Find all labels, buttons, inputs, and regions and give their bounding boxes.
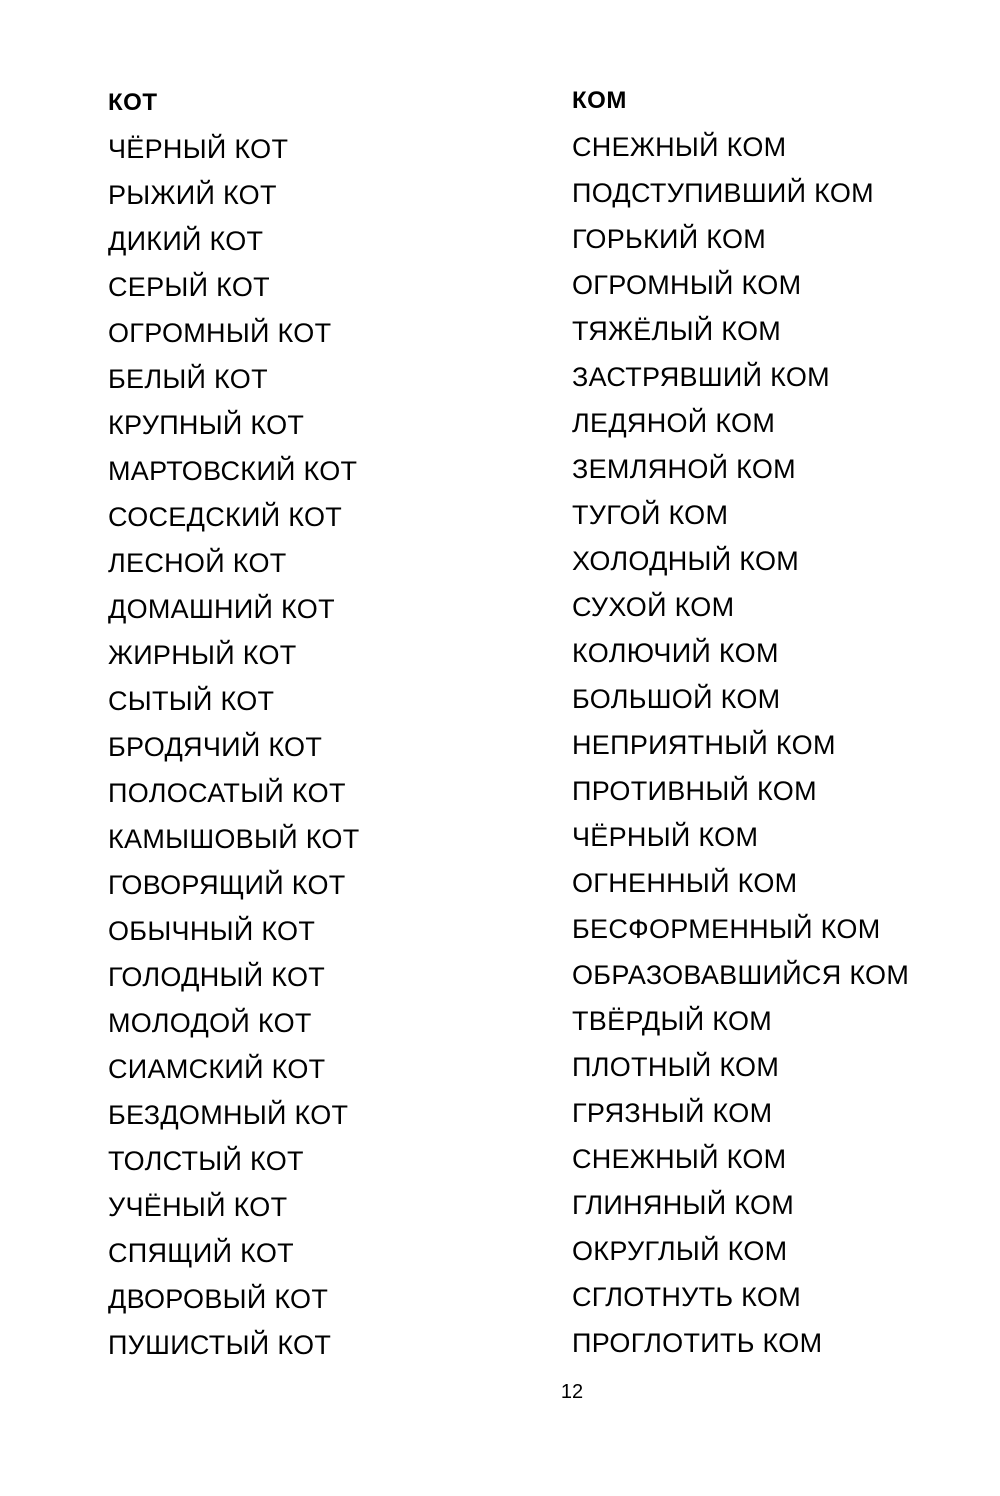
list-item: ПОЛОСАТЫЙ КОТ [108,778,346,808]
list-item: ПУШИСТЫЙ КОТ [108,1330,332,1360]
right-column-list [572,124,909,1366]
list-item: ОГРОМНЫЙ КОМ [572,270,802,300]
list-item: КРУПНЫЙ КОТ [108,410,305,440]
list-item: ЖИРНЫЙ КОТ [108,640,297,670]
list-item: БЕЛЫЙ КОТ [108,364,268,394]
list-item: ПРОГЛОТИТЬ КОМ [572,1328,823,1358]
right-column-heading: КОМ [572,87,627,114]
list-item: ДОМАШНИЙ КОТ [108,594,335,624]
list-item: ХОЛОДНЫЙ КОМ [572,546,800,576]
list-item: ЛЕСНОЙ КОТ [108,548,287,578]
list-item: БЕЗДОМНЫЙ КОТ [108,1100,349,1130]
list-item: ТОЛСТЫЙ КОТ [108,1146,304,1176]
list-item: СЫТЫЙ КОТ [108,686,275,716]
list-item: ЧЁРНЫЙ КОМ [572,822,759,852]
left-column [108,80,360,1368]
list-item: ОБЫЧНЫЙ КОТ [108,916,316,946]
list-item: БЕСФОРМЕННЫЙ КОМ [572,914,881,944]
list-item: ОГНЕННЫЙ КОМ [572,868,798,898]
list-item: БОЛЬШОЙ КОМ [572,684,781,714]
list-item: ТУГОЙ КОМ [572,500,729,530]
list-item: ПЛОТНЫЙ КОМ [572,1052,780,1082]
list-item: ЧЁРНЫЙ КОТ [108,134,289,164]
list-item: ЗЕМЛЯНОЙ КОМ [572,454,796,484]
list-item: ТЯЖЁЛЫЙ КОМ [572,316,782,346]
list-item: ГРЯЗНЫЙ КОМ [572,1098,773,1128]
list-item: ЛЕДЯНОЙ КОМ [572,408,776,438]
list-item: КАМЫШОВЫЙ КОТ [108,824,360,854]
list-item: ГОВОРЯЩИЙ КОТ [108,870,346,900]
list-item: СНЕЖНЫЙ КОМ [572,1144,787,1174]
list-item: МОЛОДОЙ КОТ [108,1008,312,1038]
list-item: ПОДСТУПИВШИЙ КОМ [572,178,874,208]
list-item: НЕПРИЯТНЫЙ КОМ [572,730,836,760]
list-item: ОКРУГЛЫЙ КОМ [572,1236,788,1266]
list-item: КОЛЮЧИЙ КОМ [572,638,779,668]
page-number: 12 [560,1381,584,1403]
list-item: РЫЖИЙ КОТ [108,180,277,210]
right-column [572,78,909,1366]
list-item: УЧЁНЫЙ КОТ [108,1192,288,1222]
list-item: ДИКИЙ КОТ [108,226,264,256]
list-item: СУХОЙ КОМ [572,592,735,622]
list-item: СИАМСКИЙ КОТ [108,1054,326,1084]
list-item: ПРОТИВНЫЙ КОМ [572,776,817,806]
list-item: СЕРЫЙ КОТ [108,272,270,302]
list-item: ЗАСТРЯВШИЙ КОМ [572,362,830,392]
list-item: БРОДЯЧИЙ КОТ [108,732,323,762]
list-item: СОСЕДСКИЙ КОТ [108,502,343,532]
list-item: ГОРЬКИЙ КОМ [572,224,767,254]
list-item: СПЯЩИЙ КОТ [108,1238,294,1268]
list-item: МАРТОВСКИЙ КОТ [108,456,358,486]
left-column-heading: КОТ [108,89,158,116]
list-item: ГЛИНЯНЫЙ КОМ [572,1190,795,1220]
list-item: ОГРОМНЫЙ КОТ [108,318,332,348]
list-item: ГОЛОДНЫЙ КОТ [108,962,326,992]
list-item: ОБРАЗОВАВШИЙСЯ КОМ [572,960,910,990]
list-item: ДВОРОВЫЙ КОТ [108,1284,329,1314]
list-item: ТВЁРДЫЙ КОМ [572,1006,773,1036]
list-item: СНЕЖНЫЙ КОМ [572,132,787,162]
list-item: СГЛОТНУТЬ КОМ [572,1282,801,1312]
left-column-list [108,126,360,1368]
